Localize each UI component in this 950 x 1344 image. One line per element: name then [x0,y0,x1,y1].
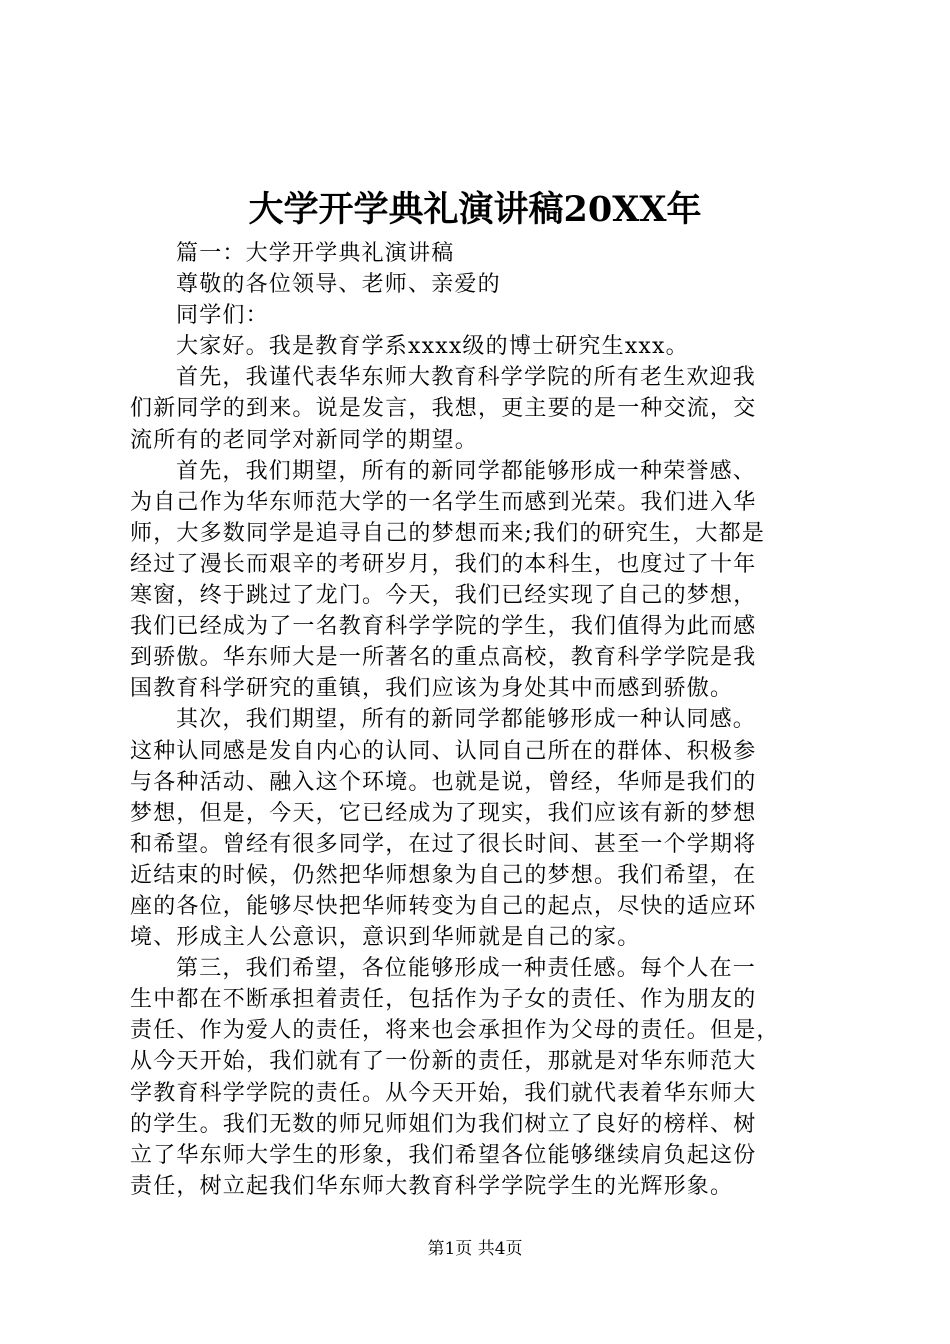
text-line: 责任、作为爱人的责任，将来也会承担作为父母的责任。但是， [130,1018,780,1044]
text-line: 首先，我们期望，所有的新同学都能够形成一种荣誉感、 [176,458,757,484]
text-line: 师，大多数同学是追寻自己的梦想而来;我们的研究生，大都是 [130,520,766,546]
text-line: 与各种活动、融入这个环境。也就是说，曾经，华师是我们的 [130,769,757,795]
text-line: 其次，我们期望，所有的新同学都能够形成一种认同感。 [176,707,757,733]
text-line: 寒窗，终于跳过了龙门。今天，我们已经实现了自己的梦想， [130,583,757,609]
text-line: 立了华东师大学生的形象，我们希望各位能够继续肩负起这份 [130,1142,757,1168]
text-line: 从今天开始，我们就有了一份新的责任，那就是对华东师范大 [130,1049,757,1075]
text-line: 境、形成主人公意识，意识到华师就是自己的家。 [130,925,641,951]
text-line: 经过了漫长而艰辛的考研岁月，我们的本科生，也度过了十年 [130,551,757,577]
text-line: 学教育科学学院的责任。从今天开始，我们就代表着华东师大 [130,1080,757,1106]
text-line: 近结束的时候，仍然把华师想象为自己的梦想。我们希望，在 [130,862,757,888]
document-body [130,238,840,1202]
text-line: 和希望。曾经有很多同学，在过了很长时间、甚至一个学期将 [130,831,757,857]
text-line: 梦想，但是，今天，它已经成为了现实，我们应该有新的梦想 [130,800,757,826]
text-line: 的学生。我们无数的师兄师姐们为我们树立了良好的榜样、树 [130,1111,757,1137]
text-line: 这种认同感是发自内心的认同、认同自己所在的群体、积极参 [130,738,757,764]
text-line: 到骄傲。华东师大是一所著名的重点高校，教育科学学院是我 [130,645,757,671]
text-line: 同学们： [176,303,269,329]
text-line: 首先，我谨代表华东师大教育科学学院的所有老生欢迎我 [176,365,757,391]
page-footer: 第1页 共4页 [427,1239,523,1259]
text-line: 大家好。我是教育学系xxxx级的博士研究生xxx。 [176,334,689,360]
text-line: 责任，树立起我们华东师大教育科学学院学生的光辉形象。 [130,1173,734,1199]
text-line: 国教育科学研究的重镇，我们应该为身处其中而感到骄傲。 [130,676,734,702]
text-line: 流所有的老同学对新同学的期望。 [130,427,479,453]
text-line: 篇一：大学开学典礼演讲稿 [176,241,455,266]
text-line: 们新同学的到来。说是发言，我想，更主要的是一种交流，交 [130,396,757,422]
text-line: 尊敬的各位领导、老师、亲爱的 [176,272,501,298]
text-line: 为自己作为华东师范大学的一名学生而感到光荣。我们进入华 [130,489,757,515]
text-line: 座的各位，能够尽快把华师转变为自己的起点，尽快的适应环 [130,893,757,919]
text-line: 第三，我们希望，各位能够形成一种责任感。每个人在一 [176,956,757,982]
text-line: 我们已经成为了一名教育科学学院的学生，我们值得为此而感 [130,614,757,640]
document-title: 大学开学典礼演讲稿20XX年 [248,189,702,230]
text-line: 生中都在不断承担着责任，包括作为子女的责任、作为朋友的 [130,987,757,1013]
